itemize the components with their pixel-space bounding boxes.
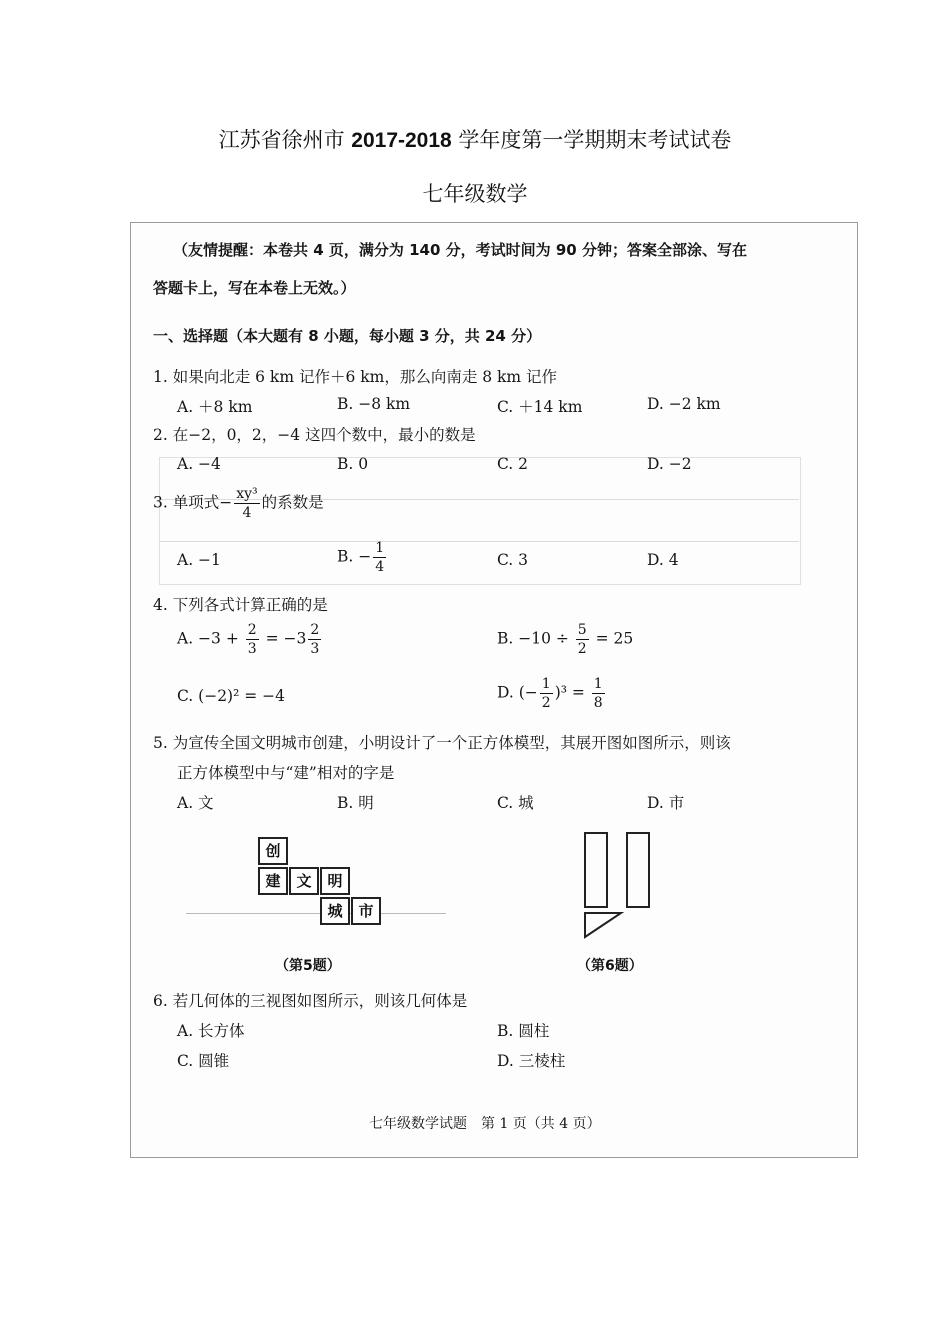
scanned-page bbox=[130, 222, 858, 1158]
net-cell-ming: 明 bbox=[320, 867, 350, 895]
q4-stem: 4. 下列各式计算正确的是 bbox=[153, 596, 328, 614]
q6-caption: （第6题） bbox=[577, 958, 643, 974]
q6-option-a: A. 长方体 bbox=[177, 1022, 245, 1040]
q3-option-a: A. −1 bbox=[177, 551, 221, 569]
q1-option-c: C. ＋14 km bbox=[497, 398, 583, 416]
q2-option-c: C. 2 bbox=[497, 455, 529, 473]
q2-option-a: A. −4 bbox=[177, 455, 221, 473]
q5-stem-line-2: 正方体模型中与“建”相对的字是 bbox=[177, 764, 395, 782]
net-cell-wen: 文 bbox=[289, 867, 319, 895]
q5-option-c: C. 城 bbox=[497, 794, 534, 812]
q4-option-d: D. (− $\frac{1}{2}$ )³ = $\frac{1}{8}$ bbox=[497, 676, 603, 711]
q1-option-a: A. ＋8 km bbox=[177, 398, 253, 416]
net-cell-chuang: 创 bbox=[258, 837, 288, 865]
exam-subtitle: 七年级数学 bbox=[422, 182, 528, 206]
notice-line-2: 答题卡上，写在本卷上无效。） bbox=[153, 279, 356, 297]
page-footer: 七年级数学试题 第 1 页（共 4 页） bbox=[369, 1116, 601, 1132]
q5-option-d: D. 市 bbox=[647, 794, 685, 812]
q2-stem: 2. 在−2，0，2，−4 这四个数中，最小的数是 bbox=[153, 426, 476, 444]
q1-option-b: B. −8 km bbox=[337, 395, 411, 413]
net-cell-cheng: 城 bbox=[320, 897, 350, 925]
q1-stem: 1. 如果向北走 6 km 记作＋6 km，那么向南走 8 km 记作 bbox=[153, 368, 558, 386]
exam-title: 江苏省徐州市 2017-2018 学年度第一学期期末考试试卷 bbox=[218, 128, 732, 152]
q6-option-d: D. 三棱柱 bbox=[497, 1052, 566, 1070]
side-view-rect bbox=[627, 833, 649, 907]
q4-option-b: B. −10 ÷ $\frac{5}{2}$ = 25 bbox=[497, 622, 634, 657]
notice-line-1: （友情提醒：本卷共 4 页，满分为 140 分，考试时间为 90 分钟；答案全部涂、写在 bbox=[173, 241, 747, 259]
q5-stem-line-1: 5. 为宣传全国文明城市创建，小明设计了一个正方体模型，其展开图如图所示，则该 bbox=[153, 734, 731, 752]
q3-fraction: $\frac{\text{xy³}}{4}$ bbox=[236, 486, 258, 521]
q3-option-d: D. 4 bbox=[647, 551, 679, 569]
q6-stem: 6. 若几何体的三视图如图所示，则该几何体是 bbox=[153, 992, 468, 1010]
q5-caption: （第5题） bbox=[275, 958, 341, 974]
q1-option-d: D. −2 km bbox=[647, 395, 721, 413]
q2-option-d: D. −2 bbox=[647, 455, 692, 473]
q4-option-a: A. −3 + $\frac{2}{3}$ = −3 $\frac{2}{3}$ bbox=[177, 622, 320, 657]
q6-option-b: B. 圆柱 bbox=[497, 1022, 550, 1040]
q5-option-a: A. 文 bbox=[177, 794, 214, 812]
section-heading: 一、选择题（本大题有 8 小题，每小题 3 分，共 24 分） bbox=[153, 327, 542, 345]
q4-option-c: C. (−2)² = −4 bbox=[177, 687, 286, 705]
front-view-rect bbox=[585, 833, 607, 907]
top-view-triangle bbox=[585, 913, 621, 937]
q2-option-b: B. 0 bbox=[337, 455, 369, 473]
bleed-through-number-line bbox=[186, 913, 446, 914]
q3-option-c: C. 3 bbox=[497, 551, 529, 569]
bleed-through-table bbox=[159, 457, 801, 585]
q6-option-c: C. 圆锥 bbox=[177, 1052, 230, 1070]
net-cell-jian: 建 bbox=[258, 867, 288, 895]
q5-option-b: B. 明 bbox=[337, 794, 374, 812]
three-views-figure bbox=[579, 829, 659, 941]
q3-stem: 3. 单项式− $\frac{\text{xy³}}{4}$ 的系数是 bbox=[153, 486, 324, 521]
q3-option-b: B. − $\frac{1}{4}$ bbox=[337, 540, 385, 575]
net-cell-shi: 市 bbox=[351, 897, 381, 925]
